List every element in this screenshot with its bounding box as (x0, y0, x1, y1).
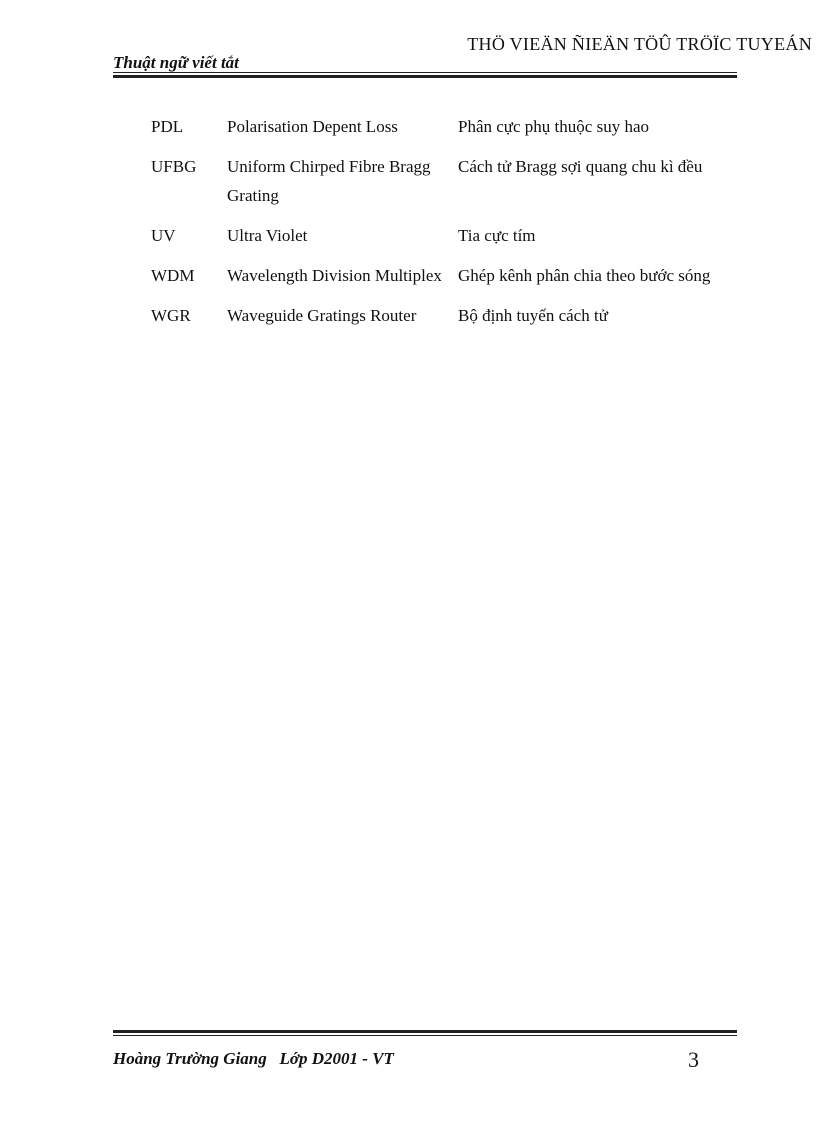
abbr-cell: WGR (151, 306, 191, 325)
vietnamese-term-cell: Ghép kênh phân chia theo bước sóng (458, 266, 711, 285)
vietnamese-term-cell: Cách tử Bragg sợi quang chu kì đều (458, 157, 703, 176)
english-term-cell: Waveguide Gratings Router (227, 306, 417, 325)
english-term-cell: Wavelength Division Multiplex (227, 266, 442, 285)
table-row (151, 261, 711, 301)
table-row (151, 301, 711, 341)
abbreviation-table (151, 112, 711, 341)
watermark-text: THÖ VIEÄN ÑIEÄN TÖÛ TRÖÏC TUYEÁN (467, 34, 812, 54)
table-row (151, 152, 711, 221)
english-term-cell: Polarisation Depent Loss (227, 117, 398, 136)
page-number: 3 (688, 1047, 699, 1072)
footer-rule (113, 1030, 737, 1036)
abbr-cell: UV (151, 226, 176, 245)
header-rule (113, 72, 737, 78)
footer-author-class: Hoàng Trường Giang Lớp D2001 - VT (113, 1049, 394, 1068)
section-title: Thuật ngữ viết tắt (113, 53, 239, 72)
abbr-cell: WDM (151, 266, 195, 285)
table-row (151, 112, 711, 152)
vietnamese-term-cell: Bộ định tuyến cách tử (458, 306, 608, 325)
table-row (151, 221, 711, 261)
vietnamese-term-cell: Phân cực phụ thuộc suy hao (458, 117, 649, 136)
abbr-cell: UFBG (151, 157, 197, 176)
abbr-cell: PDL (151, 117, 184, 136)
english-term-cell: Ultra Violet (227, 226, 308, 245)
vietnamese-term-cell: Tia cực tím (458, 226, 536, 245)
english-term-cell: Uniform Chirped Fibre Bragg Grating (227, 157, 431, 205)
